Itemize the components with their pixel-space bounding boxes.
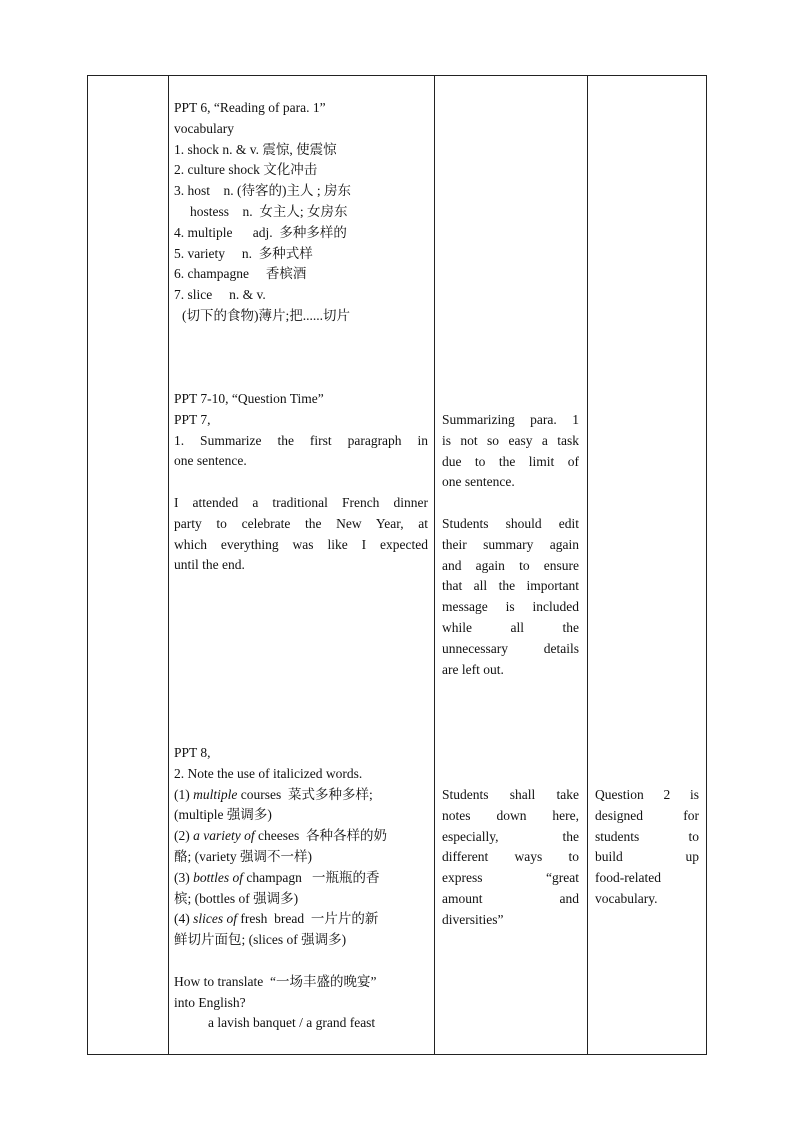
note-line: while all the [442,619,579,635]
question-1-line: one sentence. [174,453,247,469]
note-line: and again to ensure [442,557,579,573]
example-item-cont: 酪; (variety 强调不一样) [174,848,312,864]
ppt6-heading: PPT 6, “Reading of para. 1” [174,100,326,115]
example-item-cont: (multiple 强调多) [174,807,272,823]
note-line: amount and [442,890,579,906]
note-line: are left out. [442,661,504,677]
note-line: Students should edit [442,515,579,531]
translate-question: into English? [174,994,246,1010]
col4-notes [595,785,699,910]
example-item: (3) bottles of champagn 一瓶瓶的香 [174,869,380,885]
ppt7-heading: PPT 7-10, “Question Time” [174,391,324,406]
note-line: vocabulary. [595,890,658,906]
note-line: especially, the [442,828,579,844]
vocab-item: 4. multiple adj. 多种多样的 [174,224,347,240]
note-line: that all the important [442,578,579,594]
vocab-item: 7. slice n. & v. [174,287,266,303]
note-line: due to the limit of [442,453,579,469]
note-line: students to [595,828,699,844]
vocabulary-label: vocabulary [174,120,234,136]
vocab-item: 2. culture shock 文化冲击 [174,162,318,178]
note-line: unnecessary details [442,640,579,656]
ppt8-section [174,743,428,1034]
note-line: Summarizing para. 1 [442,412,579,427]
note-line: message is included [442,599,579,615]
example-item: (1) multiple courses 菜式多种多样; [174,786,373,802]
vocab-item: 5. variety n. 多种式样 [174,245,313,261]
vocab-item: (切下的食物)薄片;把......切片 [182,307,350,323]
example-item-cont: 槟; (bottles of 强调多) [174,890,299,906]
translate-answer: a lavish banquet / a grand feast [208,1015,376,1031]
note-line: Students shall take [442,787,579,802]
note-line: is not so easy a task [442,432,579,448]
answer-line: until the end. [174,557,245,573]
note-line: designed for [595,807,699,823]
note-line: one sentence. [442,474,515,490]
note-line: different ways to [442,849,579,865]
column-divider [434,76,435,1054]
question-1-line: 1. Summarize the first paragraph in [174,432,428,448]
note-line: Question 2 is [595,787,699,802]
ppt7-sub: PPT 7, [174,411,211,427]
ppt7-section [174,389,428,576]
ppt8-sub: PPT 8, [174,745,211,760]
column-divider [168,76,169,1054]
note-line: build up [595,849,699,865]
note-line: their summary again [442,536,579,552]
col3-notes-2 [442,785,579,931]
question-2: 2. Note the use of italicized words. [174,765,363,781]
note-line: food-related [595,870,661,886]
note-line: diversities” [442,911,504,927]
translate-question: How to translate “一场丰盛的晚宴” [174,973,377,989]
ppt6-section [174,98,428,327]
col3-notes [442,410,579,680]
column-divider [587,76,588,1054]
vocab-item: 6. champagne 香槟酒 [174,266,307,282]
vocab-item: hostess n. 女主人; 女房东 [190,203,348,219]
example-item: (4) slices of fresh bread 一片片的新 [174,911,379,927]
note-line: express “great [442,870,579,886]
vocab-item: 1. shock n. & v. 震惊, 使震惊 [174,141,337,157]
example-item: (2) a variety of cheeses 各种各样的奶 [174,828,387,844]
answer-line: which everything was like I expected [174,536,428,552]
answer-line: I attended a traditional French dinner [174,494,428,510]
note-line: notes down here, [442,807,579,823]
example-item-cont: 鲜切片面包; (slices of 强调多) [174,932,347,948]
vocab-item: 3. host n. (待客的)主人 ; 房东 [174,183,351,199]
answer-line: party to celebrate the New Year, at [174,515,428,531]
